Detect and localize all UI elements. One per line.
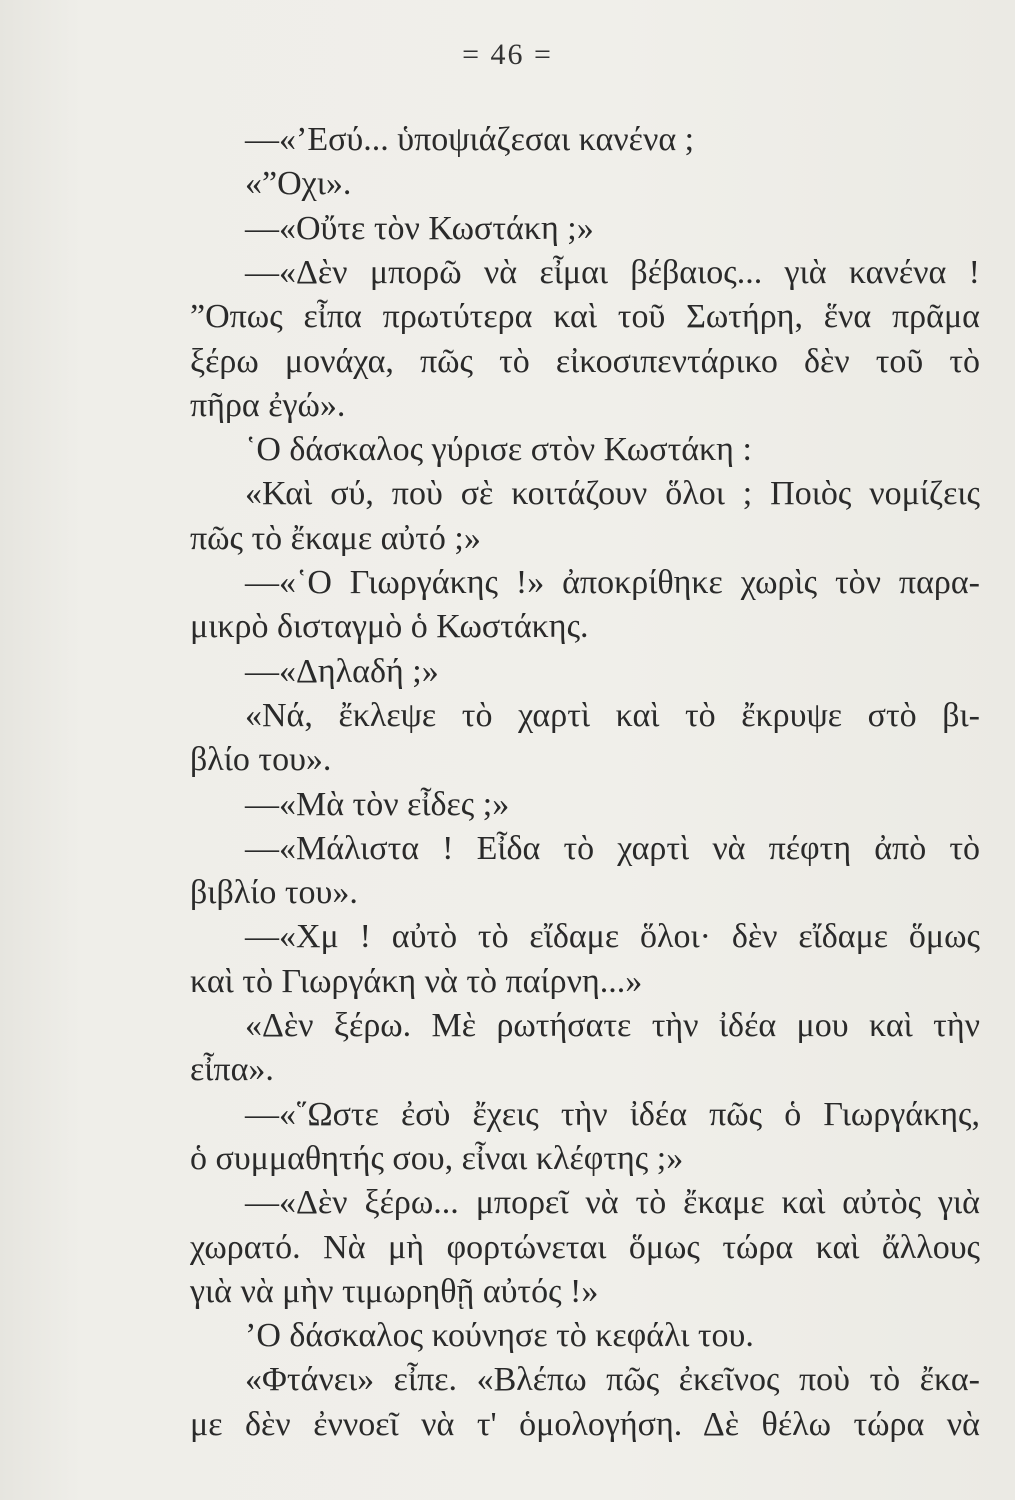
- text-line: πῶς τὸ ἔκαμε αὐτό ;»: [190, 519, 481, 557]
- text-line: ξέρω μονάχα, πῶς τὸ εἰκοσιπεντάρικο δὲν τοῦ τὸ: [190, 342, 980, 380]
- text-line: γιὰ νὰ μὴν τιμωρηθῇ αὐτός !»: [190, 1272, 599, 1310]
- text-line: βλίο του».: [190, 741, 332, 779]
- text-line: —«Οὔτε τὸν Κωστάκη ;»: [245, 209, 594, 247]
- text-line: —«Μάλιστα ! Εἶδα τὸ χαρτὶ νὰ πέφτη ἀπὸ τὸ: [245, 829, 980, 867]
- text-line: —«῾Ο Γιωργάκης !» ἀποκρίθηκε χωρὶς τὸν παρα-: [245, 564, 980, 601]
- text-line: ’Ο δάσκαλος κούνησε τὸ κεφάλι του.: [245, 1317, 754, 1355]
- text-line: «Νά, ἔκλεψε τὸ χαρτὶ καὶ τὸ ἔκρυψε στὸ βι-: [245, 696, 980, 734]
- text-line: «Φτάνει» εἶπε. «Βλέπω πῶς ἐκεῖνος ποὺ τὸ ἔκα-: [245, 1361, 980, 1399]
- text-line: —«Δὲν ξέρω... μπορεῖ νὰ τὸ ἔκαμε καὶ αὐτὸς γιὰ: [245, 1184, 980, 1222]
- text-line: —«’Εσύ... ὑποψιάζεσαι κανένα ;: [245, 121, 695, 158]
- text-line: ”Οπως εἶπα πρωτύτερα καὶ τοῦ Σωτήρη, ἕνα πρᾶμα: [190, 298, 980, 336]
- text-line: ῾Ο δάσκαλος γύρισε στὸν Κωστάκη :: [245, 431, 752, 469]
- text-line: χωρατό. Νὰ μὴ φορτώνεται ὅμως τώρα καὶ ἄλλους: [190, 1228, 980, 1266]
- text-line: μικρὸ δισταγμὸ ὁ Κωστάκης.: [190, 608, 589, 646]
- text-line: ὁ συμμαθητής σου, εἶναι κλέφτης ;»: [190, 1139, 684, 1177]
- text-line: —«῞Ωστε ἐσὺ ἔχεις τὴν ἰδέα πῶς ὁ Γιωργάκης,: [245, 1095, 980, 1133]
- text-line: με δὲν ἐννοεῖ νὰ τ' ὁμολογήση. Δὲ θέλω τώρα νὰ: [190, 1405, 980, 1443]
- text-line: «”Οχι».: [245, 165, 352, 203]
- text-line: εἶπα».: [190, 1051, 274, 1089]
- text-line: —«Δηλαδή ;»: [245, 652, 439, 690]
- text-line: —«Χμ ! αὐτὸ τὸ εἴδαμε ὅλοι· δὲν εἴδαμε ὅμως: [245, 918, 980, 956]
- text-line: πῆρα ἐγώ».: [190, 386, 346, 424]
- text-line: —«Δὲν μπορῶ νὰ εἶμαι βέβαιος... γιὰ κανένα !: [245, 253, 980, 291]
- text-line: καὶ τὸ Γιωργάκη νὰ τὸ παίρνη...»: [190, 962, 643, 1000]
- page-number: = 46 =: [462, 38, 553, 71]
- text-line: βιβλίο του».: [190, 874, 358, 912]
- text-line: «Καὶ σύ, ποὺ σὲ κοιτάζουν ὅλοι ; Ποιὸς νομίζεις: [245, 475, 980, 513]
- text-line: —«Μὰ τὸν εἶδες ;»: [245, 785, 510, 823]
- text-line: «Δὲν ξέρω. Μὲ ρωτήσατε τὴν ἰδέα μου καὶ τὴν: [245, 1007, 980, 1044]
